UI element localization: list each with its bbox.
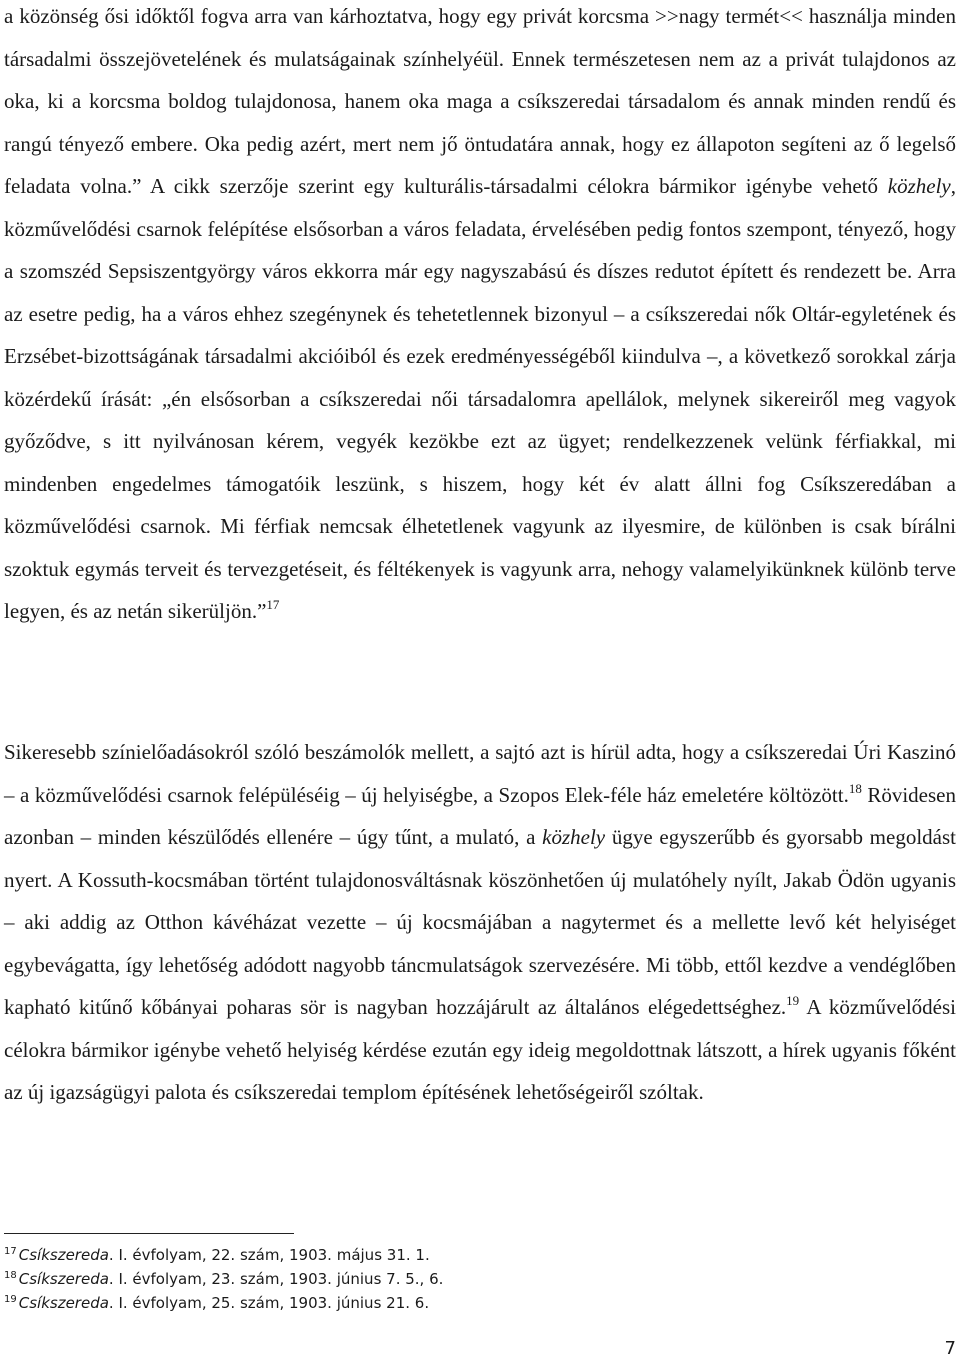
italic-term-kozhely: közhely	[887, 174, 951, 198]
footnote-source: Csíkszereda	[18, 1294, 109, 1312]
footnotes	[4, 1243, 443, 1315]
paragraph-text: Sikeresebb színielőadásokról szóló beszámolók mellett, a sajtó azt is hírül adta, hogy a csíkszeredai Úri Kaszinó – a közművelődési csarnok felépüléséig – új helyiségbe, a Szopos Elek-féle ház emeletére költözött.	[4, 740, 956, 807]
footnote-number: 17	[4, 1246, 17, 1257]
body-paragraph-2	[4, 731, 956, 1114]
page-number: 7	[944, 1338, 956, 1359]
footnote-text: . I. évfolyam, 23. szám, 1903. június 7. 5., 6.	[108, 1270, 444, 1288]
italic-term-kozhely: közhely	[542, 825, 606, 849]
footnote-ref-18[interactable]: 18	[848, 780, 862, 796]
paragraph-text: , közművelődési csarnok felépítése elsősorban a város feladata, érvelésében pedig fontos szempont, tényező, hogy a szomszéd Sepsiszentgyörgy város ekkorra már egy nagyszabású és díszes redutot épített és rendezett be. Arra az esetre pedig, ha a város ehhez szegénynek és tehetetlennek bizonyul – a csíkszeredai nők Oltár-egyletének és Erzsébet-bizottságának társadalmi akcióiból és ezek eredményességéből kiindulva –, a következő sorokkal zárja közérdekű írását: „én elsősorban a csíkszeredai női társadalomra apellálok, melynek sikereiről meg vagyok győződve, s itt nyilvánosan kérem, vegyék kezökbe ezt az ügyet; rendelkezzenek velünk férfiakkal, mi mindenben engedelmes támogatóik leszünk, s hiszem, hogy két év alatt állni fog Csíkszeredában a közművelődési csarnok. Mi férfiak nemcsak élhetetlenek vagyunk az ilyesmire, de különben is csak bírálni szoktuk egymás terveit és tervezgetéseit, és féltékenyek is vagyunk arra, nehogy valamelyikünknek különb terve legyen, és az netán sikerüljön.”	[4, 174, 956, 623]
paragraph-text: ügye egyszerűbb és gyorsabb megoldást nyert. A Kossuth-kocsmában történt tulajdonosváltásnak köszönhetően új mulatóhely nyílt, Jakab Ödön ugyanis – aki addig az Otthon kávéházat vezette – új kocsmájában a nagytermet és a mellette levő két helyiséget egybevágatta, így lehetőség adódott nagyobb táncmulatságok szervezésére. Mi több, ettől kezdve a vendéglőben kapható kitűnő kőbányai poharas sör is nagyban hozzájárult az általános elégedettséghez.	[4, 825, 956, 1019]
footnote-source: Csíkszereda	[18, 1270, 109, 1288]
footnote-number: 19	[4, 1294, 17, 1305]
body-paragraph-1	[4, 0, 956, 633]
paragraph-text: a közönség ősi időktől fogva arra van kárhoztatva, hogy egy privát korcsma >>nagy termét<< használja minden társadalmi összejövetelének és mulatságainak színhelyéül. Ennek természetesen nem az a privát tulajdonos az oka, ki a korcsma boldog tulajdonosa, hanem oka maga a csíkszeredai társadalom és annak minden rendű és rangú tényező embere. Oka pedig azért, mert nem jő öntudatára annak, hogy ez állapoton segíteni az ő legelső feladata volna.” A cikk szerzője szerint egy kulturális-társadalmi célokra bármikor igénybe vehető	[4, 4, 956, 198]
footnote-separator	[4, 1233, 294, 1234]
footnote-text: . I. évfolyam, 22. szám, 1903. május 31. 1.	[108, 1246, 430, 1264]
paragraph-text: Rövidesen azonban – minden készülődés ellenére – úgy tűnt, a mulató, a	[4, 782, 956, 849]
footnote-source: Csíkszereda	[18, 1246, 109, 1264]
paragraph-text: A közművelődési célokra bármikor igénybe vehető helyiség kérdése ezután egy ideig megoldottnak látszott, a hírek ugyanis főként az új igazságügyi palota és csíkszeredai templom építésének lehetőségeiről szóltak.	[4, 995, 956, 1104]
footnote-text: . I. évfolyam, 25. szám, 1903. június 21. 6.	[108, 1294, 430, 1312]
footnote-18	[4, 1267, 443, 1291]
footnote-17	[4, 1243, 443, 1267]
footnote-ref-19[interactable]: 19	[786, 993, 800, 1008]
footnote-ref-17[interactable]: 17	[266, 597, 280, 612]
footnote-19	[4, 1291, 443, 1315]
footnote-number: 18	[4, 1270, 17, 1281]
